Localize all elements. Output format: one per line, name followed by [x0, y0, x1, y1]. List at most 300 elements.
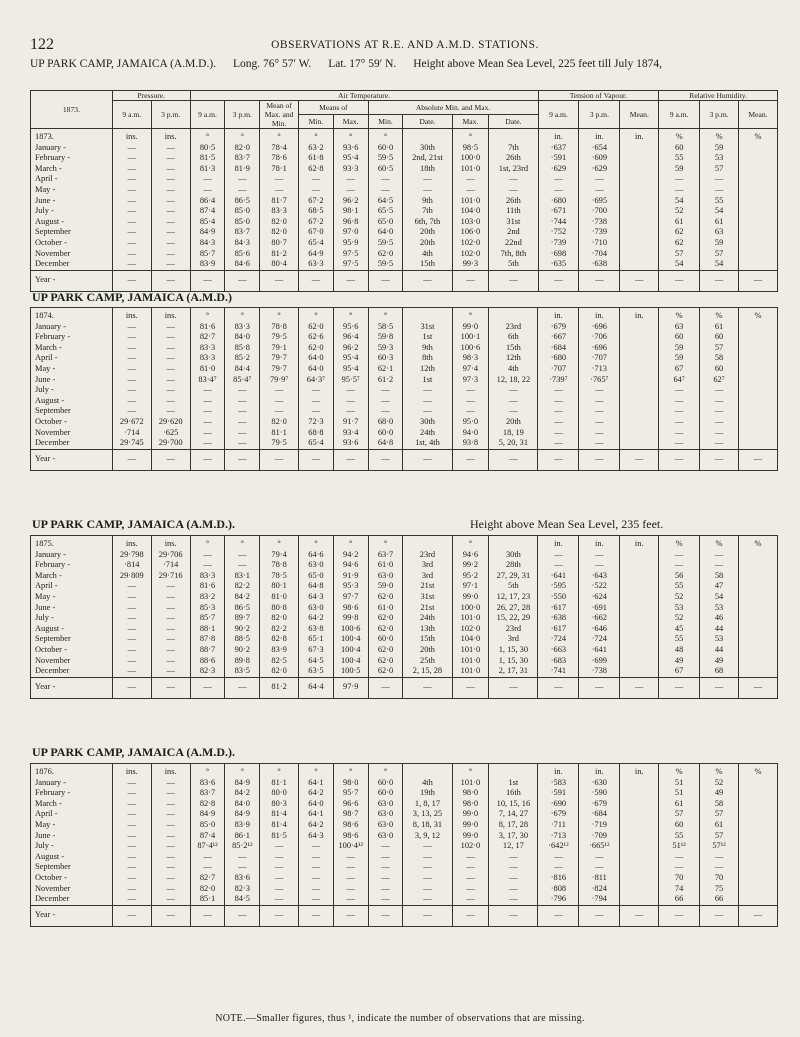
data-cell: 62·8: [299, 164, 334, 175]
section-heading-text: UP PARK CAMP, JAMAICA (A.M.D.).: [32, 517, 235, 531]
data-cell: —: [700, 862, 739, 873]
data-cell: 79·7: [260, 364, 299, 375]
data-cell: 59·5: [368, 153, 403, 164]
data-cell: [738, 666, 777, 677]
data-cell: —: [151, 238, 190, 249]
month-label: November: [31, 249, 113, 260]
data-cell: 99·0: [452, 820, 489, 831]
data-cell: —: [368, 862, 403, 873]
data-cell: —: [225, 560, 260, 571]
data-cell: —: [333, 396, 368, 407]
data-cell: 61: [700, 217, 739, 228]
unit-cell: °: [225, 129, 260, 143]
data-cell: —: [403, 385, 452, 396]
data-cell: 61·8: [299, 153, 334, 164]
data-cell: 1st: [403, 375, 452, 386]
data-cell: 57: [659, 809, 700, 820]
data-cell: 98·3: [452, 353, 489, 364]
data-cell: 100·5: [333, 666, 368, 677]
data-cell: 94·0: [452, 428, 489, 439]
data-cell: [738, 624, 777, 635]
data-cell: ·765⁷: [579, 375, 620, 386]
data-cell: 84·3: [225, 238, 260, 249]
data-cell: [739, 249, 778, 260]
data-cell: 62·0: [299, 343, 334, 354]
data-cell: 101·0: [452, 666, 489, 677]
data-cell: —: [700, 852, 739, 863]
data-cell: 64·5: [368, 196, 403, 207]
month-label: June -: [31, 831, 113, 842]
data-cell: 80·0: [260, 788, 299, 799]
month-row: [31, 249, 778, 260]
data-cell: —: [112, 270, 151, 291]
data-cell: —: [700, 449, 739, 470]
data-cell: ·700: [579, 206, 620, 217]
data-cell: 83·3: [190, 353, 225, 364]
data-cell: 85·0: [225, 217, 260, 228]
data-cell: 100·0: [452, 603, 489, 614]
data-cell: —: [260, 884, 299, 895]
data-cell: —: [333, 873, 368, 884]
data-cell: —: [112, 249, 151, 260]
data-cell: 7th, 8th: [489, 249, 538, 260]
tension-mean-header: Mean.: [620, 101, 659, 129]
data-cell: —: [151, 645, 190, 656]
data-cell: ·641: [538, 571, 579, 582]
year-summary-row: [31, 270, 778, 291]
data-cell: —: [112, 634, 151, 645]
data-cell: —: [579, 449, 620, 470]
data-cell: 45: [659, 624, 700, 635]
data-cell: —: [538, 406, 579, 417]
data-cell: 29·700: [151, 438, 190, 449]
data-cell: 15, 22, 29: [489, 613, 538, 624]
unit-cell: °: [299, 764, 334, 778]
data-cell: ·713: [538, 831, 579, 842]
data-cell: —: [151, 217, 190, 228]
data-cell: 80·4: [260, 259, 299, 270]
data-cell: 94·2: [333, 550, 368, 561]
data-cell: [620, 375, 659, 386]
data-cell: 86·4: [190, 196, 225, 207]
tension-9am-header: 9 a.m.: [538, 101, 579, 129]
data-cell: —: [112, 820, 151, 831]
data-cell: 2, 15, 28: [403, 666, 452, 677]
data-cell: —: [700, 550, 739, 561]
data-cell: 88·5: [225, 634, 260, 645]
data-cell: 82·8: [190, 799, 225, 810]
data-cell: 62·0: [368, 656, 403, 667]
vapour-tension-header: Tension of Vapour.: [538, 91, 659, 101]
data-cell: —: [659, 449, 700, 470]
data-cell: ·796: [538, 894, 579, 905]
data-cell: —: [403, 905, 452, 926]
data-cell: 82·7: [190, 873, 225, 884]
data-cell: —: [489, 873, 538, 884]
data-cell: —: [151, 185, 190, 196]
data-cell: ·595: [538, 581, 579, 592]
data-cell: —: [368, 449, 403, 470]
data-cell: ·679: [538, 809, 579, 820]
data-cell: 99·0: [452, 592, 489, 603]
data-cell: —: [299, 852, 334, 863]
month-label: March -: [31, 571, 113, 582]
data-cell: —: [112, 396, 151, 407]
month-label: June -: [31, 196, 113, 207]
data-cell: 27, 29, 31: [489, 571, 538, 582]
data-cell: 98·1: [333, 206, 368, 217]
data-cell: ·550: [538, 592, 579, 603]
month-label: May -: [31, 592, 113, 603]
unit-cell: %: [700, 536, 739, 550]
data-cell: [739, 143, 778, 154]
data-cell: —: [190, 174, 225, 185]
data-cell: 97·1: [452, 581, 489, 592]
data-cell: 78·8: [260, 322, 299, 333]
data-cell: 97·3: [452, 375, 489, 386]
data-cell: 64·0: [368, 227, 403, 238]
data-cell: 58·5: [368, 322, 403, 333]
data-cell: 58: [700, 353, 739, 364]
data-cell: —: [151, 343, 190, 354]
data-cell: ·824: [579, 884, 620, 895]
data-cell: [620, 666, 659, 677]
data-cell: 5, 20, 31: [489, 438, 538, 449]
data-cell: [738, 873, 777, 884]
data-cell: —: [489, 894, 538, 905]
data-cell: —: [538, 417, 579, 428]
data-cell: ·671: [538, 206, 579, 217]
data-cell: 102·0: [452, 841, 489, 852]
data-cell: —: [225, 396, 260, 407]
data-cell: 7th: [489, 143, 538, 154]
footnote: NOTE.—Smaller figures, thus ¹, indicate the number of observations that are missing.: [215, 1013, 585, 1024]
data-cell: —: [700, 396, 739, 407]
data-cell: [739, 217, 778, 228]
data-cell: —: [112, 174, 151, 185]
data-cell: 74: [659, 884, 700, 895]
data-cell: —: [112, 778, 151, 789]
data-cell: —: [190, 428, 225, 439]
data-cell: 83·7: [190, 788, 225, 799]
data-cell: 23rd: [489, 624, 538, 635]
month-label: March -: [31, 799, 113, 810]
data-cell: ·706: [579, 332, 620, 343]
data-cell: —: [700, 185, 739, 196]
data-cell: 12th: [403, 364, 452, 375]
data-cell: 10, 15, 16: [489, 799, 538, 810]
data-cell: 67·3: [299, 645, 334, 656]
data-cell: 55: [700, 196, 739, 207]
data-cell: ·741: [538, 666, 579, 677]
data-cell: —: [260, 449, 299, 470]
data-cell: 21st: [403, 603, 452, 614]
data-cell: —: [700, 174, 739, 185]
data-cell: 78·4: [260, 143, 299, 154]
data-cell: —: [190, 185, 225, 196]
data-cell: 15th: [403, 259, 452, 270]
data-cell: [620, 438, 659, 449]
data-cell: —: [112, 206, 151, 217]
data-cell: 95·4: [333, 353, 368, 364]
data-cell: 29·745: [112, 438, 151, 449]
unit-cell: in.: [620, 308, 659, 322]
data-cell: 59·8: [368, 332, 403, 343]
data-cell: —: [368, 677, 403, 698]
month-label: August -: [31, 217, 113, 228]
data-cell: 63·0: [368, 571, 403, 582]
data-cell: 79·5: [260, 332, 299, 343]
data-cell: 60: [659, 332, 700, 343]
data-cell: —: [112, 862, 151, 873]
month-label: December: [31, 894, 113, 905]
data-cell: 61·0: [368, 603, 403, 614]
section-heading-1874: [32, 290, 232, 305]
data-cell: 62·0: [368, 666, 403, 677]
data-cell: 11th: [489, 206, 538, 217]
unit-cell: in.: [538, 764, 579, 778]
absolute-header: Absolute Min. and Max.: [368, 101, 538, 115]
data-cell: 101·0: [452, 164, 489, 175]
unit-cell: %: [659, 129, 700, 143]
data-cell: 87·4: [190, 206, 225, 217]
data-cell: 82·3: [225, 884, 260, 895]
data-cell: 98·6: [333, 603, 368, 614]
data-cell: 59: [659, 343, 700, 354]
data-cell: 95·9: [333, 238, 368, 249]
data-cell: —: [112, 799, 151, 810]
data-cell: 84·9: [225, 778, 260, 789]
data-cell: —: [151, 406, 190, 417]
data-cell: —: [700, 428, 739, 439]
data-cell: —: [368, 270, 403, 291]
data-cell: —: [738, 677, 777, 698]
data-cell: —: [112, 666, 151, 677]
unit-cell: °: [225, 308, 260, 322]
unit-cell: in.: [620, 129, 659, 143]
month-row: [31, 438, 778, 449]
year-summary-label: Year -: [31, 449, 113, 470]
unit-cell: °: [260, 129, 299, 143]
year-header: 1873.: [31, 91, 113, 129]
data-cell: 97·7: [333, 592, 368, 603]
data-cell: —: [659, 406, 700, 417]
data-cell: ·522: [579, 581, 620, 592]
data-cell: [738, 634, 777, 645]
data-cell: 52: [659, 206, 700, 217]
data-cell: [620, 164, 659, 175]
data-cell: [620, 799, 659, 810]
month-row: [31, 634, 778, 645]
data-cell: 63·0: [368, 799, 403, 810]
data-cell: —: [260, 185, 299, 196]
data-cell: 64·0: [299, 353, 334, 364]
data-cell: —: [659, 560, 700, 571]
data-cell: [620, 417, 659, 428]
data-cell: —: [538, 677, 579, 698]
data-cell: 62·0: [368, 613, 403, 624]
data-cell: [620, 153, 659, 164]
month-row: [31, 259, 778, 270]
data-cell: 99·3: [452, 259, 489, 270]
data-cell: ·696: [579, 322, 620, 333]
data-cell: [738, 322, 777, 333]
unit-cell: [489, 536, 538, 550]
data-cell: 29·706: [151, 550, 190, 561]
data-cell: 81·1: [260, 778, 299, 789]
temp-3pm-header: 3 p.m.: [225, 101, 260, 129]
data-cell: 79·9⁷: [260, 375, 299, 386]
data-cell: —: [151, 852, 190, 863]
data-cell: —: [659, 385, 700, 396]
unit-cell: °: [452, 129, 489, 143]
data-cell: 31st: [403, 322, 452, 333]
data-cell: 81·4: [260, 820, 299, 831]
data-cell: ·642¹²: [538, 841, 579, 852]
data-cell: 64·8: [299, 581, 334, 592]
data-cell: —: [112, 164, 151, 175]
data-cell: 68: [700, 666, 739, 677]
data-cell: 29·672: [112, 417, 151, 428]
data-cell: 82·0: [225, 143, 260, 154]
data-cell: —: [260, 873, 299, 884]
data-cell: 3, 13, 25: [403, 809, 452, 820]
data-cell: —: [403, 449, 452, 470]
data-cell: [620, 206, 659, 217]
data-cell: 47: [700, 581, 739, 592]
year-summary-label: Year -: [31, 677, 113, 698]
month-label: September: [31, 862, 113, 873]
data-cell: —: [579, 185, 620, 196]
data-cell: —: [659, 428, 700, 439]
data-cell: 16th: [489, 788, 538, 799]
data-cell: ·630: [579, 778, 620, 789]
month-label: March -: [31, 343, 113, 354]
month-label: January -: [31, 322, 113, 333]
data-cell: ·646: [579, 624, 620, 635]
data-cell: [739, 227, 778, 238]
data-cell: ·609: [579, 153, 620, 164]
data-cell: 63·0: [368, 820, 403, 831]
data-cell: —: [333, 406, 368, 417]
data-cell: 60·3: [368, 353, 403, 364]
month-row: [31, 645, 778, 656]
data-cell: 58: [700, 799, 739, 810]
data-cell: —: [151, 259, 190, 270]
data-cell: —: [151, 677, 190, 698]
data-cell: —: [299, 385, 334, 396]
humidity-header: Relative Humidity.: [659, 91, 778, 101]
data-cell: 54: [700, 206, 739, 217]
data-cell: 82·7: [190, 332, 225, 343]
data-cell: —: [489, 174, 538, 185]
data-cell: —: [151, 164, 190, 175]
unit-cell: ins.: [151, 764, 190, 778]
data-cell: —: [112, 375, 151, 386]
data-cell: —: [620, 905, 659, 926]
data-cell: —: [403, 852, 452, 863]
data-cell: 100·6: [452, 343, 489, 354]
data-cell: —: [489, 270, 538, 291]
data-cell: —: [579, 270, 620, 291]
data-cell: 22nd: [489, 238, 538, 249]
data-cell: —: [112, 841, 151, 852]
month-row: [31, 196, 778, 207]
month-label: February -: [31, 153, 113, 164]
abs-min-date-header: Date.: [403, 115, 452, 129]
month-label: April -: [31, 174, 113, 185]
data-cell: [620, 841, 659, 852]
data-cell: [738, 799, 777, 810]
data-cell: ·625: [151, 428, 190, 439]
data-cell: 49: [700, 788, 739, 799]
data-cell: 83·3: [190, 343, 225, 354]
month-row: [31, 206, 778, 217]
data-cell: —: [112, 259, 151, 270]
data-cell: —: [112, 364, 151, 375]
unit-cell: in.: [538, 308, 579, 322]
data-cell: [620, 831, 659, 842]
data-cell: —: [700, 677, 739, 698]
data-cell: —: [260, 852, 299, 863]
unit-cell: [489, 764, 538, 778]
data-cell: 83·6: [225, 873, 260, 884]
data-cell: 80·8: [260, 603, 299, 614]
mean-max-min-header: Mean of Max. and Min.: [260, 101, 299, 129]
data-cell: 81·9: [225, 164, 260, 175]
data-cell: 29·809: [112, 571, 151, 582]
data-cell: —: [151, 873, 190, 884]
section-heading-text: UP PARK CAMP, JAMAICA (A.M.D.): [32, 290, 232, 304]
data-cell: 96·8: [333, 217, 368, 228]
data-cell: 55: [659, 831, 700, 842]
data-cell: —: [112, 332, 151, 343]
means-of-header: Means of: [299, 101, 369, 115]
abs-max-header: Max.: [452, 115, 489, 129]
data-cell: —: [112, 677, 151, 698]
data-cell: 64·2: [299, 613, 334, 624]
data-cell: 5th: [489, 581, 538, 592]
data-cell: —: [538, 385, 579, 396]
data-cell: 57: [700, 809, 739, 820]
data-cell: [620, 873, 659, 884]
data-cell: 88·7: [190, 645, 225, 656]
unit-cell: °: [260, 764, 299, 778]
data-cell: 1st: [403, 332, 452, 343]
data-cell: —: [190, 449, 225, 470]
data-cell: 70: [700, 873, 739, 884]
month-label: July -: [31, 206, 113, 217]
data-cell: 90·2: [225, 624, 260, 635]
data-cell: 78·8: [260, 560, 299, 571]
data-cell: ·684: [579, 809, 620, 820]
data-cell: 60·0: [368, 778, 403, 789]
data-cell: —: [538, 185, 579, 196]
data-cell: 104·0: [452, 206, 489, 217]
data-cell: [620, 634, 659, 645]
station-name: UP PARK CAMP, JAMAICA (A.M.D.).: [30, 58, 217, 70]
data-cell: 31st: [403, 592, 452, 603]
data-cell: 29·798: [112, 550, 151, 561]
unit-cell: °: [333, 129, 368, 143]
data-cell: —: [151, 613, 190, 624]
data-cell: ·724: [538, 634, 579, 645]
data-cell: 96·2: [333, 343, 368, 354]
data-cell: 83·9: [225, 820, 260, 831]
data-cell: ·637: [538, 143, 579, 154]
data-cell: ·683: [538, 656, 579, 667]
data-cell: 81·2: [260, 677, 299, 698]
